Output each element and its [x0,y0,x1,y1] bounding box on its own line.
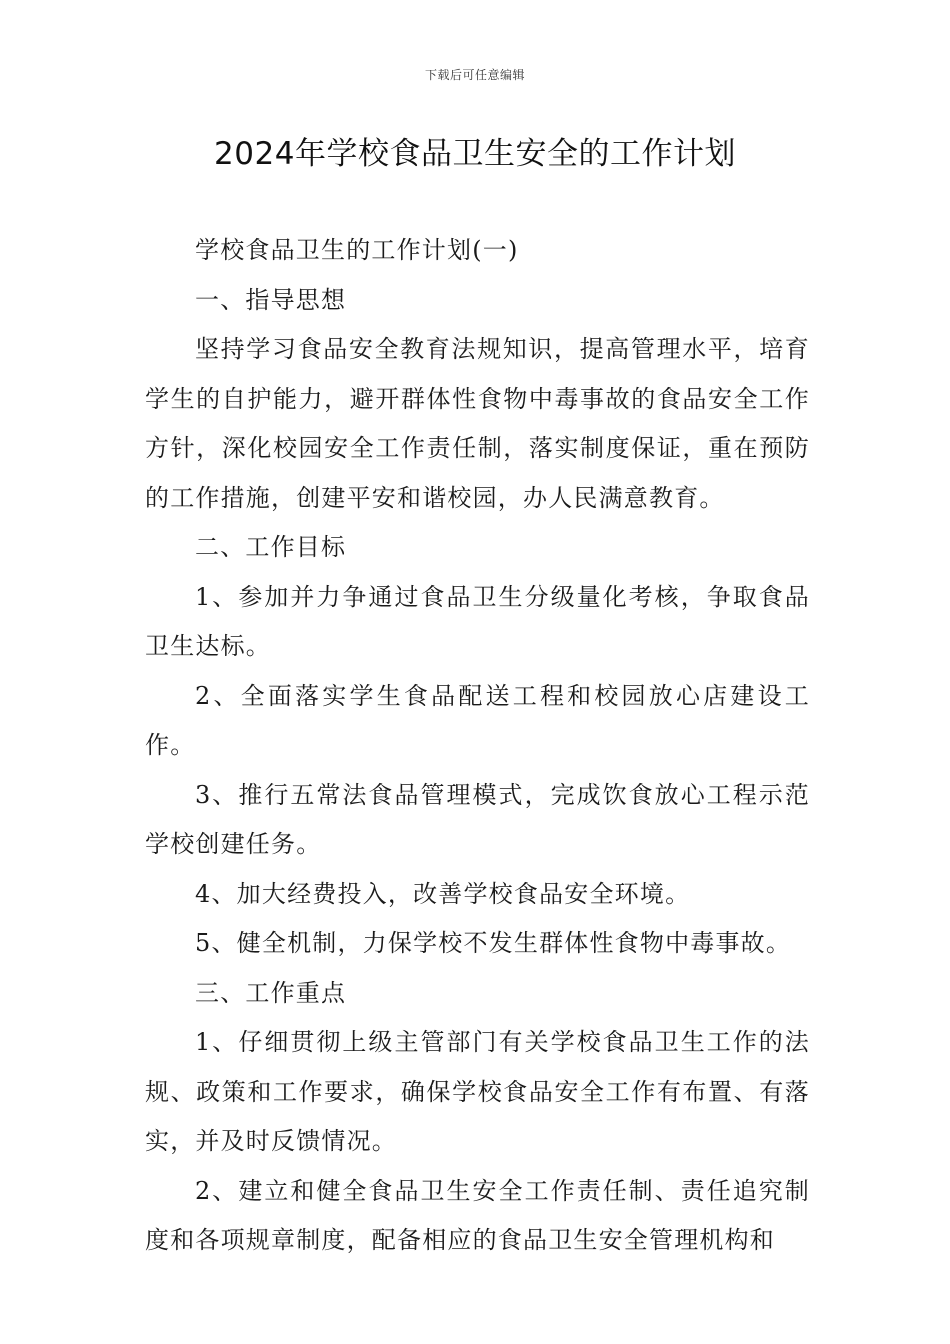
document-title: 2024年学校食品卫生安全的工作计划 [214,136,736,172]
list-item: 5、健全机制，力保学校不发生群体性食物中毒事故。 [195,929,792,957]
header-note: 下载后可任意编辑 [424,68,525,82]
document-body [145,226,810,1266]
list-item: 1、参加并力争通过食品卫生分级量化考核，争取食品卫生达标。 [145,582,810,660]
list-item: 2、全面落实学生食品配送工程和校园放心店建设工作。 [145,681,810,759]
list-item: 2、建立和健全食品卫生安全工作责任制、责任追究制度和各项规章制度，配备相应的食品卫生安全管理机构和 [145,1176,810,1254]
list-item: 1、仔细贯彻上级主管部门有关学校食品卫生工作的法规、政策和工作要求，确保学校食品安全工作有布置、有落实，并及时反馈情况。 [145,1028,810,1155]
paragraph-subtitle: 学校食品卫生的工作计划(一) [195,236,519,264]
section-heading-work-goals: 二、工作目标 [195,533,347,561]
list-item: 3、推行五常法食品管理模式，完成饮食放心工程示范学校创建任务。 [145,780,810,858]
section-heading-work-focus: 三、工作重点 [195,978,347,1007]
section-heading-guiding-thought: 一、指导思想 [195,285,347,314]
list-item: 4、加大经费投入，改善学校食品安全环境。 [195,879,691,908]
paragraph: 坚持学习食品安全教育法规知识，提高管理水平，培育学生的自护能力，避开群体性食物中毒事故的食品安全工作方针，深化校园安全工作责任制，落实制度保证，重在预防的工作措施，创建平安和谐校园，办人民满意教育。 [145,335,810,512]
